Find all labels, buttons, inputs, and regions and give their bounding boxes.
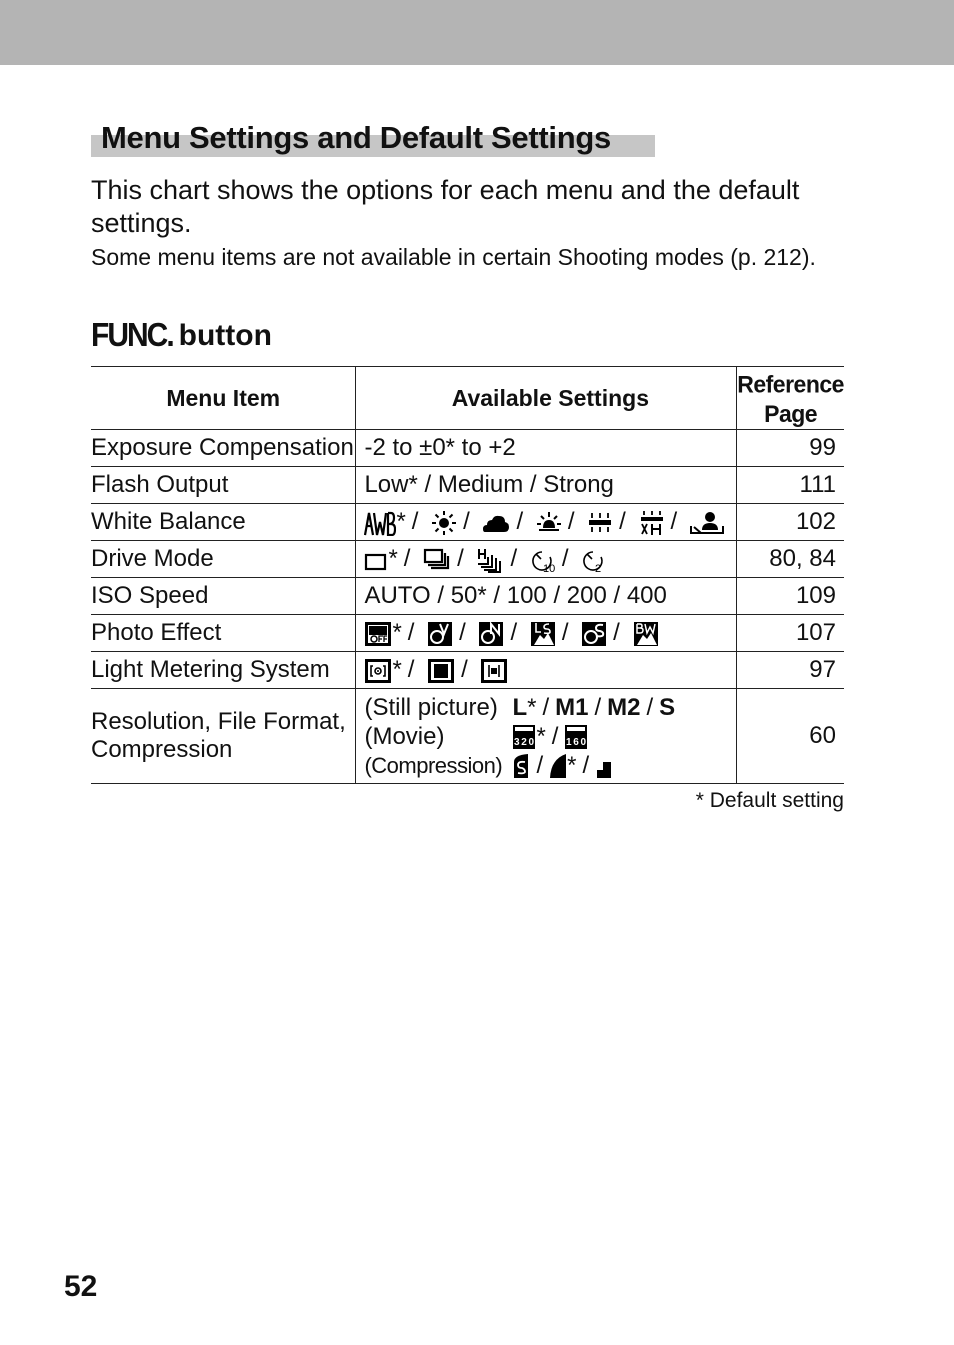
center-weighted-metering-icon bbox=[427, 658, 455, 684]
sepia-icon bbox=[581, 621, 607, 647]
row-ref: 111 bbox=[737, 467, 844, 504]
row-settings-icons: * / / / / / bbox=[356, 615, 737, 652]
table-row bbox=[91, 652, 844, 689]
page-title: Menu Settings and Default Settings bbox=[101, 120, 611, 155]
row-item-line1: Resolution, File Format, bbox=[91, 708, 346, 735]
normal-icon bbox=[595, 753, 613, 779]
row-item: White Balance bbox=[91, 504, 356, 541]
svg-text:160: 160 bbox=[566, 737, 587, 749]
movie-label: (Movie) bbox=[364, 722, 445, 750]
tungsten-icon bbox=[536, 510, 562, 536]
still-label: (Still picture) bbox=[364, 693, 498, 721]
row-settings-icons: * / / / / / / bbox=[356, 504, 737, 541]
high-speed-continuous-icon bbox=[476, 547, 504, 573]
row-item: ISO Speed bbox=[91, 578, 356, 615]
still-picture-line: (Still picture) L* / M1 / M2 / S bbox=[364, 693, 676, 721]
compression-line: (Compression) / * / bbox=[364, 751, 736, 780]
row-item: Exposure Compensation bbox=[91, 430, 356, 467]
row-item: Light Metering System bbox=[91, 652, 356, 689]
self-timer-2s-icon bbox=[581, 547, 605, 573]
still-value-m2: M2 bbox=[607, 693, 641, 721]
row-ref: 107 bbox=[737, 615, 844, 652]
row-ref: 99 bbox=[737, 430, 844, 467]
table-row bbox=[91, 689, 844, 784]
fluorescent-h-icon bbox=[639, 510, 665, 536]
header-ref-line2: Page bbox=[764, 399, 818, 427]
fine-icon bbox=[549, 753, 567, 779]
self-timer-10s-icon bbox=[530, 547, 556, 573]
single-shot-icon bbox=[364, 549, 388, 571]
table-row bbox=[91, 541, 844, 578]
settings-table bbox=[91, 366, 844, 784]
table-row bbox=[91, 578, 844, 615]
continuous-icon bbox=[423, 547, 451, 573]
fluorescent-icon bbox=[587, 510, 613, 536]
movie-320-icon bbox=[512, 724, 536, 750]
page-number: 52 bbox=[64, 1270, 98, 1303]
header-available-settings: Available Settings bbox=[356, 367, 737, 430]
section-heading bbox=[91, 318, 272, 354]
vivid-icon bbox=[427, 621, 453, 647]
row-item bbox=[91, 689, 356, 784]
superfine-icon bbox=[512, 753, 530, 779]
spot-metering-icon bbox=[480, 658, 508, 684]
evaluative-metering-icon bbox=[364, 658, 392, 684]
compression-label: (Compression) bbox=[364, 752, 503, 778]
effect-off-icon bbox=[364, 621, 392, 647]
row-ref: 80, 84 bbox=[737, 541, 844, 578]
movie-line: (Movie) 320 * / 160 bbox=[364, 722, 587, 750]
neutral-icon bbox=[478, 621, 504, 647]
func-button-label: FUNC. bbox=[91, 317, 173, 354]
still-value-l: L bbox=[512, 693, 528, 721]
table-row bbox=[91, 467, 844, 504]
page-title-block bbox=[91, 118, 611, 158]
table-row bbox=[91, 504, 844, 541]
row-settings: -2 to ±0* to +2 bbox=[356, 430, 737, 467]
row-ref: 60 bbox=[737, 689, 844, 784]
row-item: Drive Mode bbox=[91, 541, 356, 578]
intro-text: This chart shows the options for each menu and the default settings. bbox=[91, 175, 800, 238]
cloudy-icon bbox=[482, 512, 510, 534]
custom-wb-icon bbox=[690, 510, 724, 536]
row-settings: AUTO / 50* / 100 / 200 / 400 bbox=[356, 578, 737, 615]
svg-text:10: 10 bbox=[542, 562, 556, 573]
svg-text:2: 2 bbox=[595, 562, 602, 573]
table-row bbox=[91, 430, 844, 467]
table-row bbox=[91, 615, 844, 652]
row-item: Photo Effect bbox=[91, 615, 356, 652]
table-header-row bbox=[91, 367, 844, 430]
section-heading-suffix: button bbox=[178, 319, 272, 352]
default-setting-footnote: * Default setting bbox=[695, 789, 844, 812]
row-ref: 97 bbox=[737, 652, 844, 689]
note-text: Some menu items are not available in certain Shooting modes (p. 212). bbox=[91, 244, 816, 270]
row-settings-icons: * / / / 10 / 2 bbox=[356, 541, 737, 578]
row-ref: 102 bbox=[737, 504, 844, 541]
top-gray-band bbox=[0, 0, 954, 65]
still-value-s: S bbox=[659, 693, 676, 721]
header-ref-line1: Reference bbox=[737, 369, 844, 397]
row-item: Flash Output bbox=[91, 467, 356, 504]
row-settings-icons: * / / bbox=[356, 652, 737, 689]
header-menu-item: Menu Item bbox=[91, 367, 356, 430]
row-settings-resolution bbox=[356, 689, 737, 784]
black-white-icon bbox=[633, 621, 659, 647]
row-ref: 109 bbox=[737, 578, 844, 615]
row-settings: Low* / Medium / Strong bbox=[356, 467, 737, 504]
low-sharpening-icon bbox=[530, 621, 556, 647]
header-reference-page bbox=[737, 365, 844, 431]
daylight-icon bbox=[431, 510, 457, 536]
movie-160-icon bbox=[564, 724, 588, 750]
still-value-m1: M1 bbox=[555, 693, 589, 721]
awb-icon bbox=[364, 510, 396, 536]
svg-text:320: 320 bbox=[514, 737, 535, 749]
row-item-line2: Compression bbox=[91, 736, 233, 763]
